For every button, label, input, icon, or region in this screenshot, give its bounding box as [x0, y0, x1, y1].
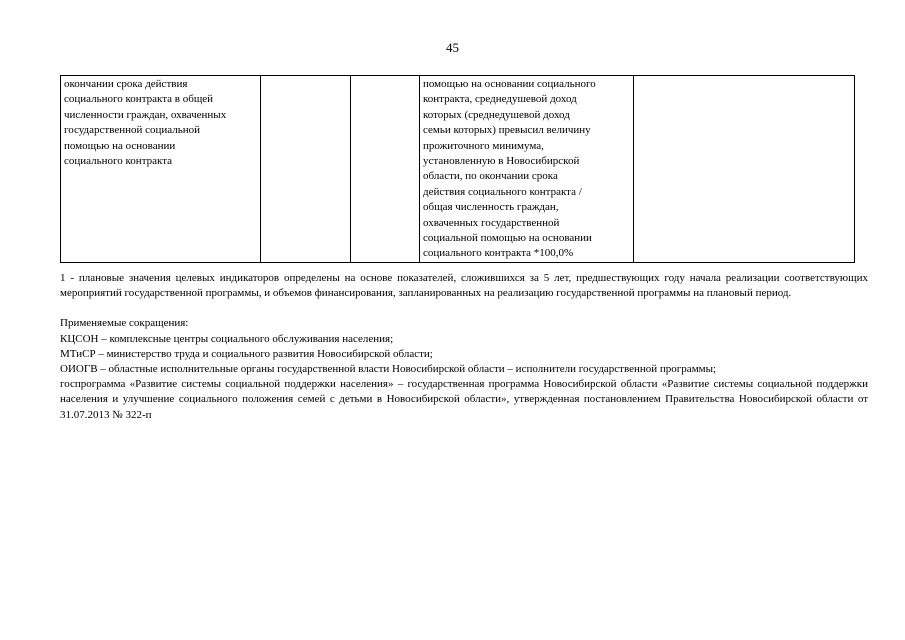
cell-line: охваченных государственной [423, 216, 560, 229]
abbreviation-item: МТиСР – министерство труда и социального развития Новосибирской области; [60, 347, 433, 360]
abbreviations-title: Применяемые сокращения: [60, 317, 189, 330]
cell-line: которых (среднедушевой доход [423, 108, 570, 121]
table-cell-empty [351, 76, 420, 263]
table-cell-formula [420, 76, 634, 263]
table-row [61, 76, 855, 263]
cell-line: социального контракта *100,0% [423, 247, 574, 260]
cell-line: численности граждан, охваченных [64, 108, 227, 121]
cell-line: установленную в Новосибирской [423, 155, 580, 168]
cell-line: области, по окончании срока [423, 170, 558, 183]
cell-line: окончании срока действия [64, 78, 188, 90]
spacer [60, 301, 868, 316]
table-cell-empty [261, 76, 351, 263]
cell-line: социального контракта в общей [64, 93, 214, 106]
table-cell-indicator [61, 76, 261, 263]
cell-line: действия социального контракта / [423, 185, 582, 198]
cell-line: социального контракта [64, 155, 173, 168]
abbreviation-item: КЦСОН – комплексные центры социального обслуживания населения; [60, 332, 394, 345]
cell-line: помощью на основании [64, 139, 176, 152]
abbreviation-item: госпрограмма «Развитие системы социальной поддержки населения» – государственная программа Новосибирской области «Развитие системы социальной поддержки населения и улучшение социального положения семей с детьми в Новосибирской области», утвержденная постановлением Правительства Новосибирской области от 31.07.2013 № 322-п [60, 378, 868, 421]
cell-line: контракта, среднедушевой доход [423, 93, 577, 106]
notes-section [60, 271, 868, 423]
footnote: 1 - плановые значения целевых индикаторов определены на основе показателей, сложившихся за 5 лет, предшествующих году начала реализации соответствующих мероприятий государственной программы, и объемов финансирования, запланированных на реализацию государственной программы на плановый период. [60, 272, 868, 300]
cell-line: помощью на основании социального [423, 78, 596, 90]
cell-line: государственной социальной [64, 124, 201, 137]
cell-line: семьи которых) превысил величину [423, 124, 591, 137]
table-cell-empty [634, 76, 855, 263]
abbreviation-item: ОИОГВ – областные исполнительные органы государственной власти Новосибирской области – исполнители государственной программы; [60, 363, 717, 376]
page-number: 45 [446, 40, 459, 55]
cell-line: общая численность граждан, [423, 201, 559, 214]
cell-line: прожиточного минимума, [423, 139, 544, 152]
indicator-table [60, 75, 855, 263]
cell-line: социальной помощью на основании [423, 232, 592, 245]
